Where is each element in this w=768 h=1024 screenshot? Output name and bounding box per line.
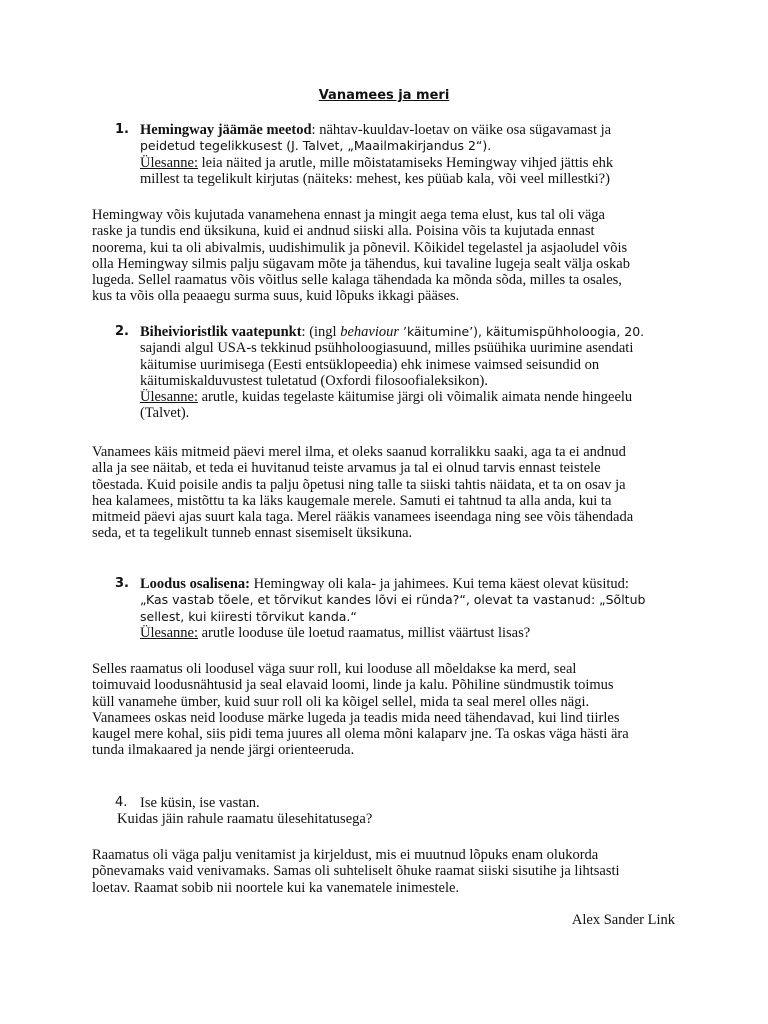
task-label: Ülesanne: xyxy=(140,154,198,171)
paragraph-1: Hemingway võis kujutada vanamehena ennast ja mingit aega tema elust, kus tal oli väga raske ja tundis end üksikuna, kuid ei andnud siiski alla. Poisina võis ta kujutada ennast noorema, kui ta oli abivalmis, uudishimulik ja põnevil. Kõikidel tegelastel ja asjaoludel võis olla Hemingway silmis palju sügavam mõte ja tähendus, kui tavaline lugeja sealt välja oskab lugeda. Sellel raamatus võis võitlus selle kalaga tähendada ka mõnda sõda, milles ta osales, kus ta võis olla peaaegu surma suus, kuid lõpuks ikkagi pääses. xyxy=(92,207,630,305)
paragraph-2: Vanamees käis mitmeid päevi merel ilma, et oleks saanud korralikku saaki, aga ta ei andnud alla ja see näitab, et teda ei huvitanud teiste arvamus ja tal ei olnud tarvis ennast teistele tõestada. Kuid poisile andis ta palju õpetusi ning talle ta siiski tahtis näidata, et ta on osav ja hea kalamees, mistõttu ta ka läks kaugemale merele. Samuti ei tahtnud ta alla anda, kui ta mitmeid päevi ajas suurt kala taga. Merel rääkis vanamees iseendaga ning see võis tähendada seda, et ta tegelikult tunneb ennast sisemiselt üksikuna. xyxy=(92,444,634,542)
task-label: Ülesanne: xyxy=(140,389,198,406)
paragraph-3: Selles raamatus oli loodusel väga suur roll, kui looduse all mõeldakse ka merd, seal toimuvaid loodusnähtusid ja seal elavaid loomi, linde ja kalu. Põhiline sündmustik toimus küll vanamehe ümber, kuid suur roll oli ka kõigel sellel, mida ta seal merel olles nägi. Vanamees oskas neid looduse märke lugeda ja teadis mida need tähendavad, kui lind tiirles kaugel mere kohal, siis pidi tema juures all olema mõni kalaparv jne. Ta oskas väga hästi ära tunda ilmakaared ja nende järgi orienteeruda. xyxy=(92,661,629,759)
list-number: 1. xyxy=(115,122,129,137)
list-number: 4. xyxy=(115,795,128,810)
list-number: 3. xyxy=(115,576,129,591)
paragraph-4: Raamatus oli väga palju venitamist ja kirjeldust, mis ei muutnud lõpuks enam olukorda põnevamaks vaid venivamaks. Samas oli suhteliselt õhuke raamat siiski sisutihe ja lihtsasti loetav. Raamat sobib nii noortele kui ka vanematele inimestele. xyxy=(92,847,620,896)
item-heading: Biheivioristlik vaatepunkt xyxy=(140,324,302,340)
document-page: Vanamees ja meri 1. Hemingway jäämäe meetod: nähtav-kuuldav-loetav on väike osa sügavamast ja peidetud tegelikkusest (J. Talvet, „Maailmakirjandus 2“). Ülesanne: leia näited ja arutle, mille mõistatamiseks Hemingway vihjed jättis ehk millest ta tegelikult kirjutas (näiteks: mehest, kes püüab kala, või veel millestki?) Hemingway võis kujutada vanamehena ennast ja mingit aega tema elust, kus tal oli väga raske ja tundis end üksikuna, kuid ei andnud siiski alla. Poisina võis ta kujutada ennast noorema, kui ta oli abivalmis, uudishimulik ja põnevil. Kõikidel tegelastel ja asjaoludel võis olla Hemingway silmis palju sügavam mõte ja tähendus, kui tavaline lugeja sealt välja oskab lugeda. Sellel raamatus võis võitlus selle kalaga tähendada ka mõnda sõda, milles ta osales, kus ta võis olla peaaegu surma suus, kuid lõpuks ikkagi pääses. 2. Biheivioristlik vaatepunkt: (ingl behaviour ’käitumine’), käitumispühholoogia, 20. sajandi algul USA-s tekkinud psühholoogiasuund, milles psüühika uurimine asendati käitumise uurimisega (Eesti entsüklopeedia) ehk inimese vaimsed seisundid on käitumiskalduvustest tuletatud (Oxfordi filosoofialeksikon). Ülesanne: arutle, kuidas tegelaste käitumise järgi oli võimalik aimata nende hingeelu (Talvet). Vanamees käis mitmeid päevi merel ilma, et oleks saanud korralikku saaki, aga ta ei andnud alla ja see näitab, et teda ei huvitanud teiste arvamus ja tal ei olnud tarvis ennast teistele tõestada. Kuid poisile andis ta palju õpetusi ning talle ta siiski tahtis näidata, et ta on osav ja hea kalamees, mistõttu ta ka läks kaugemale merele. Samuti ei tahtnud ta alla anda, kui ta mitmeid päevi ajas suurt kala taga. Merel rääkis vanamees iseendaga ning see võis tähendada seda, et ta tegelikult tunneb ennast sisemiselt üksikuna. 3. Loodus osalisena: Hemingway oli kala- ja jahimees. Kui tema käest olevat küsitud: „Kas vastab tõele, et tõrvikut kandes lõvi ei ründa?“, olevat ta vastanud: „Sõltub sellest, kui kiiresti tõrvikut kanda.“ Ülesanne: arutle looduse üle loetud raamatus, millist väärtust lisas? Selles raamatus oli loodusel väga suur roll, kui looduse all mõeldakse ka merd, seal toimuvaid loodusnähtusid ja seal elavaid loomi, linde ja kalu. Põhiline sündmustik toimus küll vanamehe ümber, kuid suur roll oli ka kõigel sellel, mida ta seal merel olles nägi. Vanamees oskas neid looduse märke lugeda ja teadis mida need tähendavad, kui lind tiirles kaugel mere kohal, siis pidi tema juures all olema mõni kalaparv jne. Ta oskas väga hästi ära tunda ilmakaared ja nende järgi orienteeruda. 4. Ise küsin, ise vastan. Kuidas jäin rahule raamatu ülesehitatusega? Raamatus oli väga palju venitamist ja kirjeldust, mis ei muutnud lõpuks enam olukorda põnevamaks vaid venivamaks. Samas oli suhteliselt õhuke raamat siiski sisutihe ja lihtsasti loetav. Raamat sobib nii noortele kui ka vanematele inimestele. Alex Sander Link xyxy=(0,0,768,1024)
list-number: 2. xyxy=(115,324,129,339)
task-label: Ülesanne: xyxy=(140,624,198,641)
page-title: Vanamees ja meri xyxy=(318,88,450,103)
author-signature: Alex Sander Link xyxy=(571,912,675,928)
item-heading: Hemingway jäämäe meetod xyxy=(140,122,312,138)
item-heading: Loodus osalisena: xyxy=(140,576,250,592)
